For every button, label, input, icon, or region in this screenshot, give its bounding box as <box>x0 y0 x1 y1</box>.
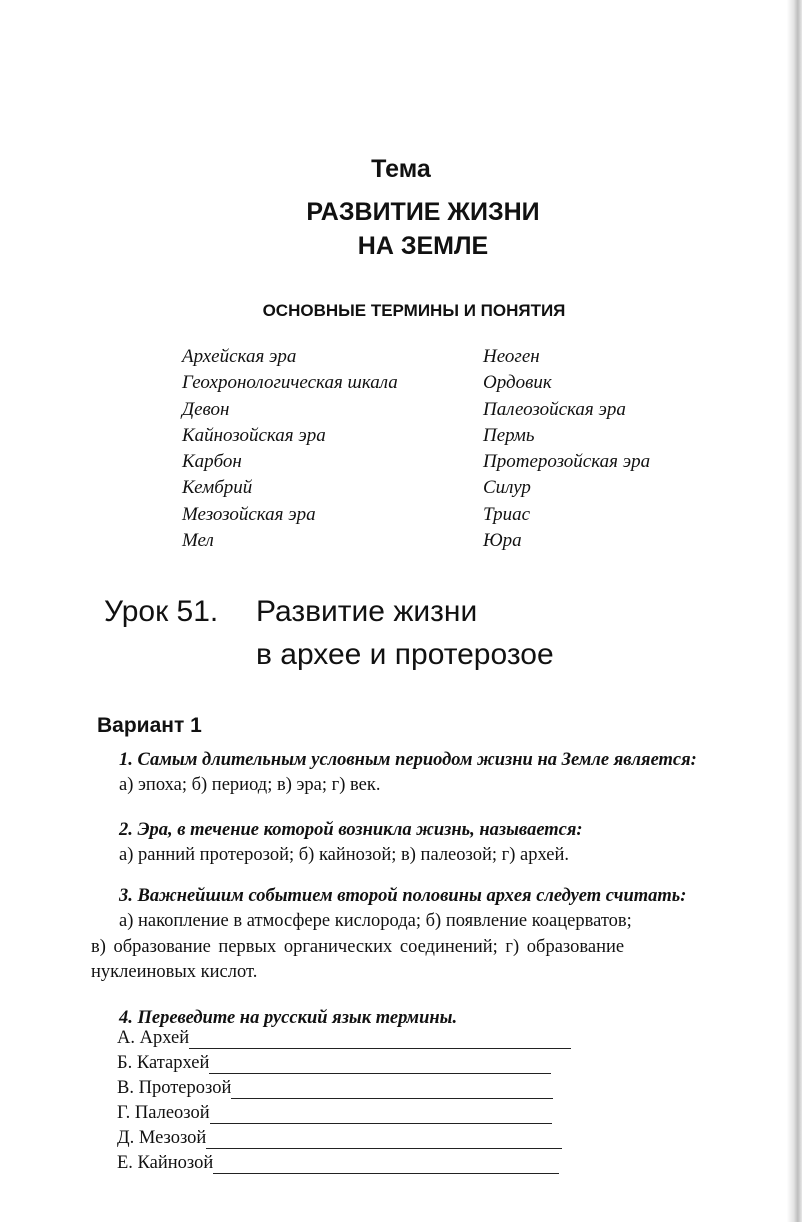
question-text: 1. Самым длительным условным периодом жизни на Земле является: <box>119 750 697 770</box>
term: Карбон <box>182 451 242 473</box>
term: Силур <box>483 477 531 499</box>
question-answers: а) ранний протерозой; б) кайнозой; в) палеозой; г) архей. <box>119 845 569 865</box>
question-text: 2. Эра, в течение которой возникла жизнь, называется: <box>119 820 583 840</box>
theme-title-line1: РАЗВИТИЕ ЖИЗНИ <box>306 198 540 226</box>
variant-heading: Вариант 1 <box>97 714 202 737</box>
answer-blank[interactable] <box>209 1058 551 1074</box>
question-answer-line: а) накопление в атмосфере кислорода; б) появление коацерватов; <box>119 911 632 931</box>
term-label: Б. Катархей <box>117 1053 210 1073</box>
term-label: Е. Кайнозой <box>117 1153 214 1173</box>
answer-blank[interactable] <box>213 1158 559 1174</box>
term-label: В. Протерозой <box>117 1078 232 1098</box>
term-label: Г. Палеозой <box>117 1103 210 1123</box>
list-item <box>117 1049 571 1074</box>
term: Протерозойская эра <box>483 451 651 473</box>
term: Мел <box>182 530 214 552</box>
term: Ордовик <box>483 372 552 394</box>
lesson-title-line1: Развитие жизни <box>256 595 478 628</box>
list-item <box>117 1149 571 1174</box>
terms-list-right <box>483 344 650 554</box>
question-answer-line: нуклеиновых кислот. <box>91 962 258 982</box>
term: Кембрий <box>182 477 253 499</box>
answer-blank[interactable] <box>231 1083 553 1099</box>
term: Архейская эра <box>182 346 297 367</box>
list-item <box>117 1124 571 1149</box>
lesson-number: Урок 51. <box>104 595 219 628</box>
theme-title-line2: НА ЗЕМЛЕ <box>357 232 489 260</box>
terms-list-left <box>182 344 398 554</box>
term: Юра <box>483 530 522 552</box>
term: Геохронологическая шкала <box>182 372 398 394</box>
term: Девон <box>182 398 230 420</box>
question-text: 3. Важнейшим событием второй половины архея следует считать: <box>119 886 687 906</box>
term-label: А. Архей <box>117 1028 190 1048</box>
terms-heading: ОСНОВНЫЕ ТЕРМИНЫ И ПОНЯТИЯ <box>262 301 566 320</box>
list-item <box>117 1099 571 1124</box>
term: Неоген <box>483 346 540 367</box>
translation-list <box>117 1024 571 1174</box>
term: Триас <box>483 503 531 525</box>
term: Мезозойская эра <box>182 503 316 525</box>
term: Палеозойская эра <box>483 398 626 420</box>
theme-label: Тема <box>371 155 431 183</box>
term-label: Д. Мезозой <box>117 1128 207 1148</box>
term: Пермь <box>483 424 535 446</box>
list-item <box>117 1074 571 1099</box>
term: Кайнозойская эра <box>182 424 326 446</box>
question-answer-line: в) образование первых органических соединений; г) образование <box>91 937 625 957</box>
question-answers: а) эпоха; б) период; в) эра; г) век. <box>119 775 381 795</box>
lesson-title-line2: в архее и протерозое <box>256 638 554 671</box>
list-item <box>117 1024 571 1049</box>
answer-blank[interactable] <box>210 1108 552 1124</box>
answer-blank[interactable] <box>206 1133 562 1149</box>
answer-blank[interactable] <box>189 1033 571 1049</box>
question-text: 4. Переведите на русский язык термины. <box>119 1008 458 1028</box>
